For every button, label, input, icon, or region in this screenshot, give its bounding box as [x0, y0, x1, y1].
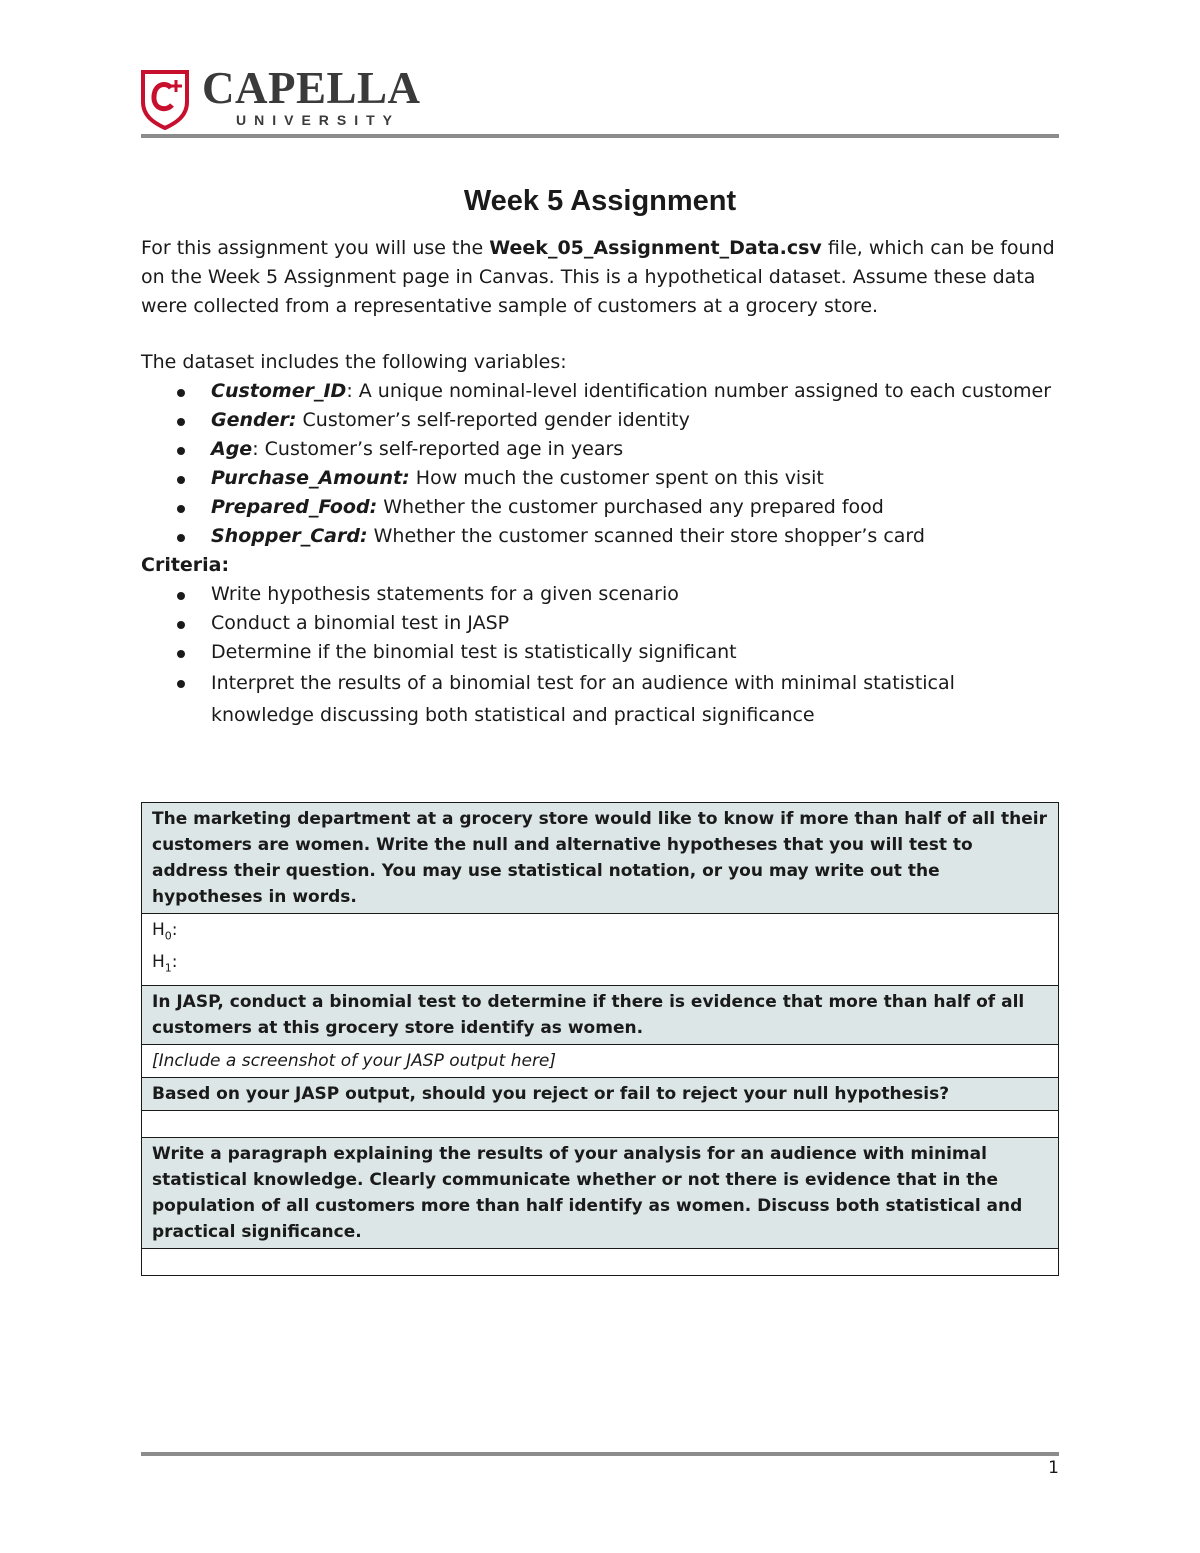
question-hypotheses: The marketing department at a grocery store would like to know if more than half of all their customers are women. Write the null and alternative hypotheses that you will test to address their question. You may use statistical notation, or you may write out the hypotheses in words. — [142, 803, 1059, 914]
variable-desc: A unique nominal-level identification number assigned to each customer — [358, 380, 1052, 402]
variable-sep: : — [252, 438, 265, 460]
criteria-item: Determine if the binomial test is statistically significant — [141, 638, 1059, 667]
interpretation-answer-cell[interactable] — [142, 1248, 1059, 1275]
variable-desc: Customer’s self-reported gender identity — [302, 409, 690, 431]
criteria-item: Conduct a binomial test in JASP — [141, 609, 1059, 638]
page-title: Week 5 Assignment — [463, 185, 737, 217]
criteria-list — [141, 580, 1059, 731]
h1-letter: H — [152, 952, 165, 973]
assignment-table — [141, 802, 1059, 1276]
variable-term: Prepared_Food: — [211, 496, 378, 518]
variable-term: Shopper_Card: — [211, 525, 368, 547]
variable-item — [141, 377, 1059, 406]
assignment-body — [141, 234, 1059, 731]
variable-item — [141, 493, 1059, 522]
data-filename: Week_05_Assignment_Data.csv — [489, 237, 822, 259]
jasp-output-placeholder[interactable]: [Include a screenshot of your JASP output here] — [142, 1044, 1059, 1077]
question-interpretation: Write a paragraph explaining the results of your analysis for an audience with minimal statistical knowledge. Clearly communicate whether or not there is evidence that in the population of all customers more than half identify as women. Discuss both statistical and practical significance. — [142, 1137, 1059, 1248]
intro-text-pre: For this assignment you will use the — [141, 237, 490, 259]
variable-item — [141, 522, 1059, 551]
variable-desc: Whether the customer purchased any prepared food — [383, 496, 884, 518]
criteria-item: Interpret the results of a binomial test for an audience with minimal statistical knowledge discussing both statistical and practical significance — [141, 667, 1059, 731]
logo-subtext: UNIVERSITY — [236, 112, 401, 128]
h0-letter: H — [152, 920, 165, 940]
variable-item — [141, 435, 1059, 464]
variable-sep: : — [346, 380, 359, 402]
intro-paragraph — [141, 234, 1059, 321]
h0-label: $H_0$: — [152, 920, 178, 943]
variables-intro: The dataset includes the following variables: — [141, 351, 567, 373]
variable-term: Purchase_Amount: — [211, 467, 410, 489]
variable-desc: How much the customer spent on this visit — [415, 467, 824, 489]
variable-term: Gender: — [211, 409, 297, 431]
question-binomial-test: In JASP, conduct a binomial test to determine if there is evidence that more than half of all customers at this grocery store identify as women. — [142, 985, 1059, 1044]
variable-item — [141, 406, 1059, 435]
criteria-item: Write hypothesis statements for a given scenario — [141, 580, 1059, 609]
variable-desc: Customer’s self-reported age in years — [264, 438, 624, 460]
logo-wordmark: CAPELLA — [202, 63, 421, 113]
variable-term: Age — [211, 438, 253, 460]
variable-item — [141, 464, 1059, 493]
page-number: 1 — [1048, 1458, 1059, 1478]
h0-subscript: 0 — [164, 929, 172, 943]
header-divider — [141, 134, 1059, 138]
variables-list — [141, 377, 1059, 551]
h1-label: $H_1$: — [152, 952, 178, 975]
footer-divider — [141, 1452, 1059, 1456]
intro-text-post: file, which can be found on the Week 5 Assignment page in Canvas. This is a hypothetical dataset. Assume these data were collected from a representative sample of customers at a grocery store. — [141, 237, 1055, 317]
question-reject-null: Based on your JASP output, should you reject or fail to reject your null hypothesis? — [142, 1077, 1059, 1110]
criteria-heading: Criteria: — [141, 554, 230, 576]
capella-shield-icon — [140, 68, 190, 130]
capella-logo — [140, 63, 430, 132]
variable-term: Customer_ID — [211, 380, 347, 402]
variable-desc: Whether the customer scanned their store shopper’s card — [373, 525, 925, 547]
h1-subscript: 1 — [164, 961, 172, 975]
reject-answer-cell[interactable] — [142, 1110, 1059, 1137]
hypotheses-answer-cell[interactable] — [142, 914, 1059, 986]
